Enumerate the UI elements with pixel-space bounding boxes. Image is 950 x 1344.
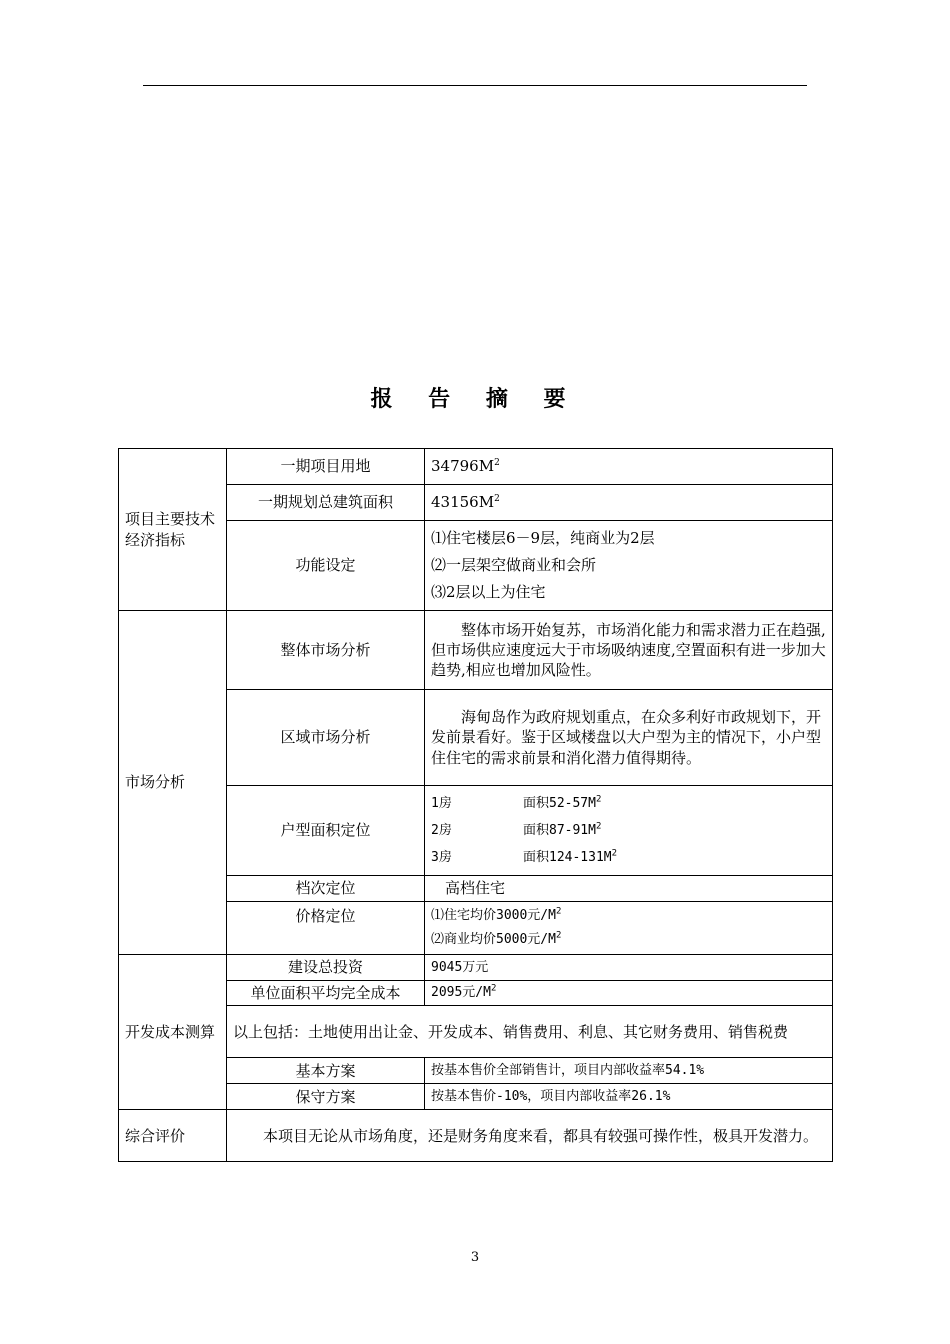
- unit-cost-value: 2095元/M: [431, 985, 491, 1001]
- regional-market-label: 区域市场分析: [227, 690, 425, 786]
- cost-section-label: 开发成本测算: [119, 955, 227, 1110]
- function-label: 功能设定: [227, 521, 425, 611]
- price-sup: 2: [555, 930, 562, 941]
- investment-value: 9045万元: [425, 955, 833, 981]
- floor-unit-sup: 2: [494, 494, 500, 505]
- unit-area: 面积124-131M: [523, 850, 612, 865]
- cost-includes-text: 以上包括：土地使用出让金、开发成本、销售费用、利息、其它财务费用、销售税费: [227, 1006, 833, 1058]
- table-row: [119, 902, 833, 955]
- floor-area-value: 43156M: [431, 493, 495, 512]
- unit-cost-label: 单位面积平均完全成本: [227, 981, 425, 1006]
- function-list: [425, 521, 833, 611]
- table-row: [119, 611, 833, 690]
- floor-area-label: 一期规划总建筑面积: [227, 485, 425, 521]
- basic-plan-label: 基本方案: [227, 1058, 425, 1084]
- unit-area-sup: 2: [595, 794, 602, 805]
- unit-cost-value-cell: [425, 981, 833, 1006]
- unit-room: 1房: [431, 796, 452, 811]
- price-sup: 2: [555, 906, 562, 917]
- summary-table: [118, 448, 833, 1162]
- grade-value: 高档住宅: [425, 876, 833, 902]
- table-row: [119, 876, 833, 902]
- market-section-label: 市场分析: [119, 611, 227, 955]
- unit-cost-sup: 2: [490, 984, 497, 995]
- function-item: ⑶2层以上为住宅: [431, 583, 546, 601]
- basic-plan-value: 按基本售价全部销售计，项目内部收益率54.1%: [425, 1058, 833, 1084]
- land-unit-sup: 2: [494, 458, 500, 469]
- price-text: ⑵商业均价5000元/M: [431, 932, 556, 947]
- unit-type-list: [425, 786, 833, 876]
- table-row: [119, 1110, 833, 1162]
- unit-area-sup: 2: [595, 821, 602, 832]
- table-row: [119, 1058, 833, 1084]
- unit-room: 3房: [431, 850, 452, 865]
- investment-label: 建设总投资: [227, 955, 425, 981]
- evaluation-text: 本项目无论从市场角度，还是财务角度来看，都具有较强可操作性，极具开发潜力。: [227, 1110, 833, 1162]
- tech-section-label: 项目主要技术经济指标: [119, 449, 227, 611]
- floor-area-value-cell: [425, 485, 833, 521]
- price-label: 价格定位: [227, 902, 425, 955]
- price-text: ⑴住宅均价3000元/M: [431, 908, 556, 923]
- page-title: 报 告 摘 要: [370, 387, 580, 412]
- land-value: 34796M: [431, 457, 495, 476]
- grade-label: 档次定位: [227, 876, 425, 902]
- unit-type-item: [431, 790, 826, 817]
- table-row: [119, 690, 833, 786]
- unit-area: 面积87-91M: [523, 823, 596, 838]
- table-row: [119, 981, 833, 1006]
- unit-area: 面积52-57M: [523, 796, 596, 811]
- conservative-plan-value: 按基本售价-10%，项目内部收益率26.1%: [425, 1084, 833, 1110]
- land-label: 一期项目用地: [227, 449, 425, 485]
- conservative-plan-label: 保守方案: [227, 1084, 425, 1110]
- function-item: ⑴住宅楼层6－9层，纯商业为2层: [431, 529, 655, 547]
- unit-room: 2房: [431, 823, 452, 838]
- regional-market-text: 海甸岛作为政府规划重点，在众多利好市政规划下，开发前景看好。鉴于区域楼盘以大户型为主的情况下，小户型住住宅的需求前景和消化潜力值得期待。: [425, 690, 833, 786]
- table-row: [119, 1006, 833, 1058]
- unit-type-item: [431, 817, 826, 844]
- table-row: [119, 955, 833, 981]
- page-number: 3: [470, 1250, 480, 1265]
- header-rule: [143, 85, 807, 86]
- unit-type-item: [431, 844, 826, 871]
- overall-market-text: 整体市场开始复苏，市场消化能力和需求潜力正在趋强,但市场供应速度远大于市场吸纳速度,空置面积有进一步加大趋势,相应也增加风险性。: [425, 611, 833, 690]
- land-value-cell: [425, 449, 833, 485]
- table-row: [119, 786, 833, 876]
- table-row: [119, 1084, 833, 1110]
- price-list: [425, 902, 833, 955]
- table-row: [119, 485, 833, 521]
- price-item: [431, 928, 826, 952]
- function-item: ⑵一层架空做商业和会所: [431, 556, 597, 574]
- table-row: [119, 521, 833, 611]
- price-item: [431, 904, 826, 928]
- evaluation-label: 综合评价: [119, 1110, 227, 1162]
- unit-type-label: 户型面积定位: [227, 786, 425, 876]
- unit-area-sup: 2: [611, 848, 618, 859]
- table-row: [119, 449, 833, 485]
- overall-market-label: 整体市场分析: [227, 611, 425, 690]
